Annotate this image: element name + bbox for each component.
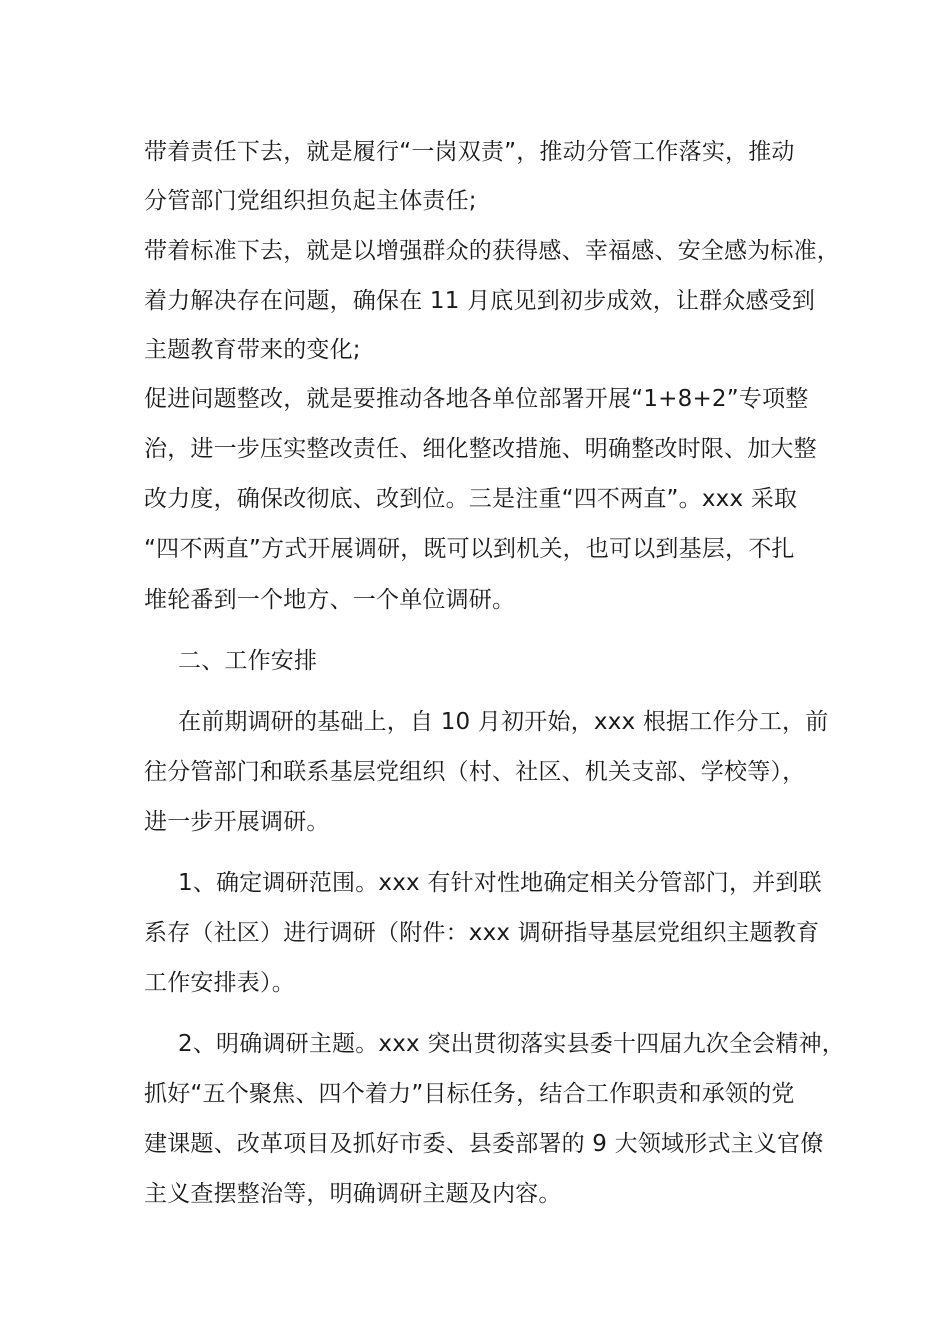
text-line: 主义查摆整治等，明确调研主题及内容。 [144, 1181, 562, 1207]
text-line: 带着标准下去，就是以增强群众的获得感、幸福感、安全感为标准， [144, 238, 840, 264]
section-heading: 二、工作安排 [178, 648, 318, 674]
text-line: 治，进一步压实整改责任、细化整改措施、明确整改时限、加大整 [144, 436, 817, 462]
text-line: 抓好“五个聚焦、四个着力”目标任务，结合工作职责和承领的党 [144, 1081, 795, 1107]
text-line: 在前期调研的基础上，自 10 月初开始，xxx 根据工作分工，前 [178, 709, 829, 735]
text-line: 系存（社区）进行调研（附件：xxx 调研指导基层党组织主题教育 [144, 920, 820, 946]
text-line: 分管部门党组织担负起主体责任; [144, 188, 477, 214]
text-line: “四不两直”方式开展调研，既可以到机关，也可以到基层，不扎 [144, 536, 795, 562]
text-line: 改力度，确保改彻底、改到位。三是注重“四不两直”。xxx 采取 [144, 486, 798, 512]
text-line: 往分管部门和联系基层党组织（村、社区、机关支部、学校等）， [144, 759, 806, 785]
text-line: 着力解决存在问题，确保在 11 月底见到初步成效，让群众感受到 [144, 288, 816, 314]
text-line: 促进问题整改，就是要推动各地各单位部署开展“1+8+2”专项整 [144, 386, 809, 412]
text-line: 建课题、改革项目及抓好市委、县委部署的 9 大领域形式主义官僚 [144, 1131, 824, 1157]
text-line: 1、确定调研范围。xxx 有针对性地确定相关分管部门，并到联 [178, 870, 822, 896]
text-line: 工作安排表）。 [144, 970, 295, 996]
text-line: 2、明确调研主题。xxx 突出贯彻落实县委十四届九次全会精神， [178, 1031, 845, 1057]
text-line: 堆轮番到一个地方、一个单位调研。 [144, 587, 516, 613]
text-line: 主题教育带来的变化; [144, 337, 361, 363]
text-line: 带着责任下去，就是履行“一岗双责”，推动分管工作落实，推动 [144, 139, 795, 165]
text-line: 进一步开展调研。 [144, 809, 330, 835]
